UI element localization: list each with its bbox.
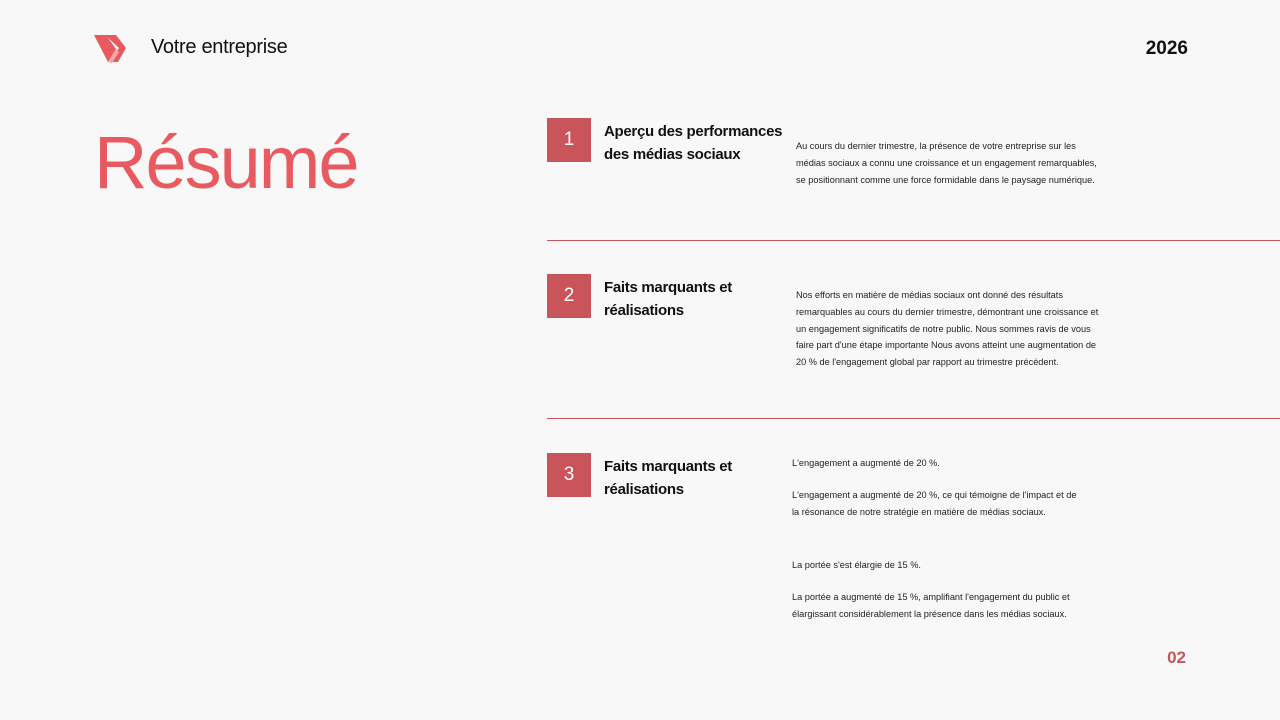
section-heading: Aperçu des performances des médias sociaux <box>604 123 783 163</box>
section-body <box>796 287 1106 371</box>
section-paragraph: La portée s'est élargie de 15 %. <box>792 560 921 571</box>
section-body <box>792 455 1077 623</box>
section-paragraph: L'engagement a augmenté de 20 %, ce qui témoigne de l'impact et de la résonance de notre stratégie en matière de médias sociaux. <box>792 489 1077 517</box>
section-paragraph: Au cours du dernier trimestre, la présence de votre entreprise sur les médias sociaux a connu une croissance et un engagement remarquables, se positionnant comme une force formidable dans le paysage numérique. <box>796 141 1097 185</box>
company-logo-icon <box>92 32 128 68</box>
section-body <box>796 138 1106 188</box>
section-paragraph: La portée a augmenté de 15 %, amplifiant l'engagement du public et élargissant considérablement la présence dans les médias sociaux. <box>792 592 1070 619</box>
section-paragraph: Nos efforts en matière de médias sociaux ont donné des résultats remarquables au cours du dernier trimestre, démontrant une croissance et un engagement significatifs de notre public. Nous sommes ravis de vous faire part d'une étape importante Nous avons atteint une augmentation de 20 % de l'engagement global par rapport au trimestre précédent. <box>796 290 1099 368</box>
section-divider <box>547 240 1280 241</box>
section-2 <box>547 274 1280 394</box>
section-heading: Faits marquants et réalisations <box>604 279 732 319</box>
section-3 <box>547 453 1280 633</box>
section-paragraph: L'engagement a augmenté de 20 %. <box>792 458 940 468</box>
page-number: 02 <box>1167 648 1186 667</box>
section-divider <box>547 418 1280 419</box>
page-title: Résumé <box>94 121 358 204</box>
section-heading: Faits marquants et réalisations <box>604 458 732 498</box>
section-number-badge: 2 <box>547 274 591 318</box>
section-number-badge: 3 <box>547 453 591 497</box>
section-number-badge: 1 <box>547 118 591 162</box>
company-name: Votre entreprise <box>151 36 288 58</box>
year-label: 2026 <box>1145 38 1188 59</box>
section-1 <box>547 118 1280 228</box>
